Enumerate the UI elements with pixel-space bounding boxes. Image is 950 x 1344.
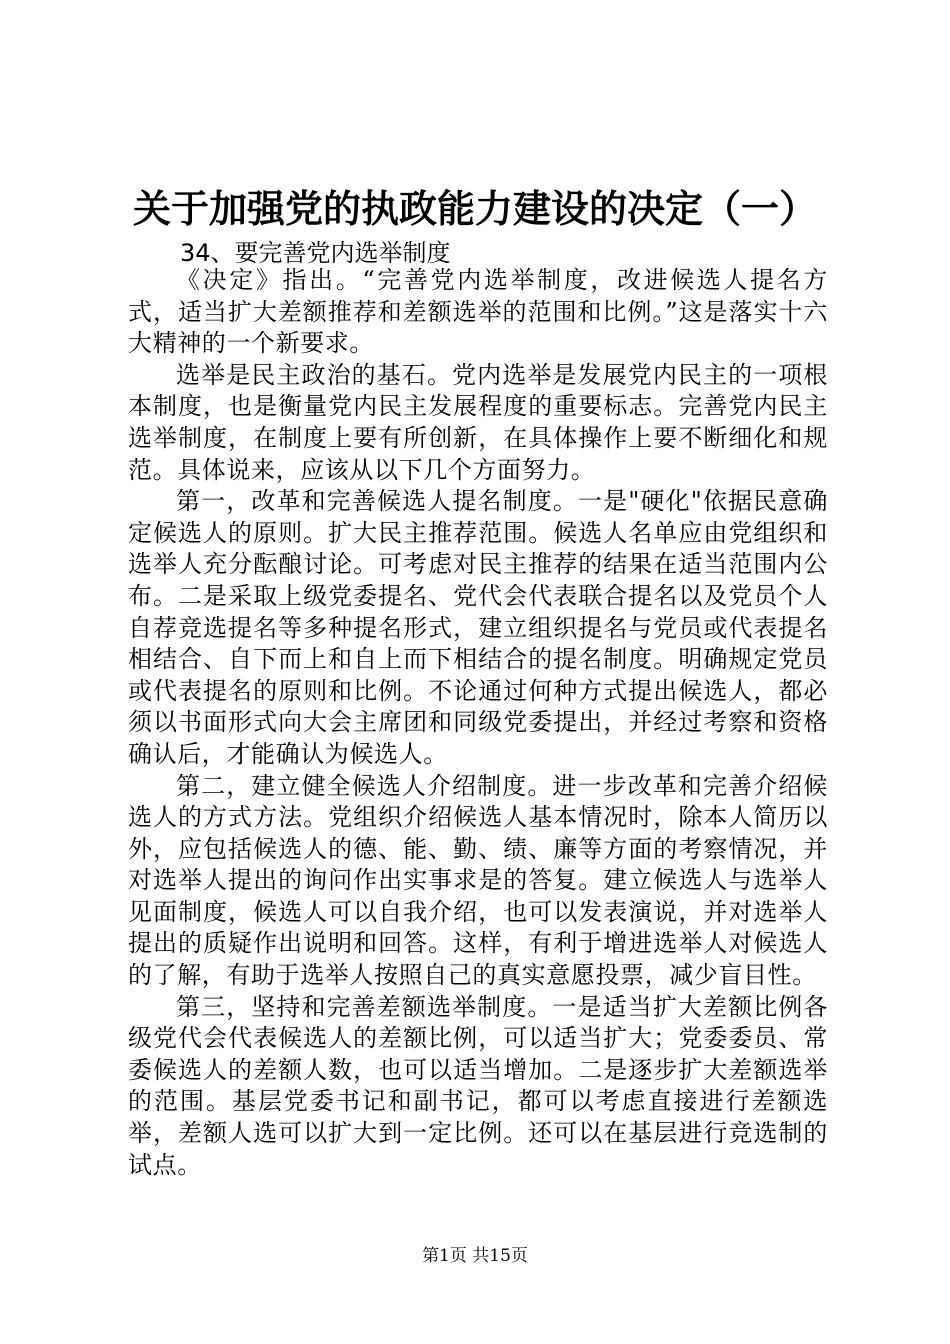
paragraph: 选举是民主政治的基石。党内选举是发展党内民主的一项根本制度，也是衡量党内民主发展程度的重要标志。完善党内民主选举制度，在制度上要有所创新，在具体操作上要不断细化和规范。具体说来，应该从以下几个方面努力。 xyxy=(128,360,828,484)
paragraph: 第一，改革和完善候选人提名制度。一是"硬化"依据民意确定候选人的原则。扩大民主推荐范围。候选人名单应由党组织和选举人充分酝酿讨论。可考虑对民主推荐的结果在适当范围内公布。二是采取上级党委提名、党代会代表联合提名以及党员个人自荐竞选提名等多种提名形式，建立组织提名与党员或代表提名相结合、自下而上和自上而下相结合的提名制度。明确规定党员或代表提名的原则和比例。不论通过何种方式提出候选人，都必须以书面形式向大会主席团和同级党委提出，并经过考察和资格确认后，才能确认为候选人。 xyxy=(128,487,828,768)
paragraph: 第二，建立健全候选人介绍制度。进一步改革和完善介绍候选人的方式方法。党组织介绍候选人基本情况时，除本人简历以外，应包括候选人的德、能、勤、绩、廉等方面的考察情况，并对选举人提出的询问作出实事求是的答复。建立候选人与选举人见面制度，候选人可以自我介绍，也可以发表演说，并对选举人提出的质疑作出说明和回答。这样，有利于增进选举人对候选人的了解，有助于选举人按照自己的真实意愿投票，减少盲目性。 xyxy=(128,771,828,990)
document-title: 关于加强党的执政能力建设的决定（一） xyxy=(132,186,817,231)
paragraph: 第三，坚持和完善差额选举制度。一是适当扩大差额比例各级党代会代表候选人的差额比例，可以适当扩大；党委委员、常委候选人的差额人数，也可以适当增加。二是逐步扩大差额选举的范围。基层党委书记和副书记，都可以考虑直接进行差额选举，差额人选可以扩大到一定比例。还可以在基层进行竞选制的试点。 xyxy=(128,992,828,1179)
page-number-footer: 第1页 共15页 xyxy=(422,1246,528,1266)
paragraph: 《决定》指出。“完善党内选举制度，改进候选人提名方式，适当扩大差额推荐和差额选举的范围和比例。”这是落实十六大精神的一个新要求。 xyxy=(128,266,828,358)
section-heading: 34、要完善党内选举制度 xyxy=(180,239,451,267)
document-body xyxy=(128,265,828,1181)
